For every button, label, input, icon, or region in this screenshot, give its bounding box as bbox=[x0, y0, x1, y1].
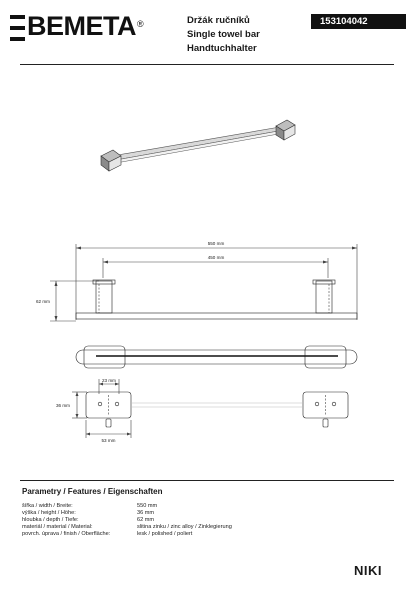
mounting-view bbox=[72, 379, 348, 438]
spec-label: hloubka / depth / Tiefe: bbox=[22, 517, 79, 523]
brand-registered-mark: ® bbox=[137, 19, 144, 29]
spec-label: výška / height / Höhe: bbox=[22, 510, 76, 516]
title-cz: Držák ručníků bbox=[187, 15, 250, 26]
title-de: Handtuchhalter bbox=[187, 43, 257, 54]
dim-height: 36 mm bbox=[55, 403, 70, 408]
spec-value: slitina zinku / zinc alloy / Zinklegierung bbox=[137, 524, 232, 530]
product-perspective-view bbox=[101, 120, 295, 171]
dim-overall-width: 550 mm bbox=[207, 241, 225, 246]
product-series: NIKI bbox=[354, 563, 382, 578]
dim-bracket-length: 53 mm bbox=[101, 438, 116, 443]
specs-divider bbox=[20, 480, 394, 481]
spec-label: materiál / material / Material: bbox=[22, 524, 93, 530]
product-code-badge: 153104042 bbox=[311, 14, 406, 29]
spec-value: 36 mm bbox=[137, 510, 155, 516]
technical-drawing bbox=[0, 64, 414, 484]
spec-label: povrch. úprava / finish / Oberfläche: bbox=[22, 531, 111, 537]
spec-label: šířka / width / Breite: bbox=[22, 503, 73, 509]
dim-bracket-width: 23 mm bbox=[101, 378, 117, 383]
top-view bbox=[50, 244, 357, 321]
title-en: Single towel bar bbox=[187, 29, 260, 40]
spec-value: 550 mm bbox=[137, 503, 158, 509]
product-title bbox=[187, 14, 260, 56]
spec-value: lesk / polished / poliert bbox=[137, 531, 193, 537]
dim-inner-width: 450 mm bbox=[207, 255, 225, 260]
specs-heading: Parametry / Features / Eigenschaften bbox=[22, 487, 163, 496]
dim-depth: 62 mm bbox=[35, 299, 50, 304]
bemeta-logo-icon bbox=[10, 15, 25, 41]
brand-logo bbox=[27, 10, 143, 42]
spec-value: 62 mm bbox=[137, 517, 155, 523]
front-view bbox=[76, 346, 357, 368]
brand-name: BEMETA bbox=[27, 11, 136, 41]
